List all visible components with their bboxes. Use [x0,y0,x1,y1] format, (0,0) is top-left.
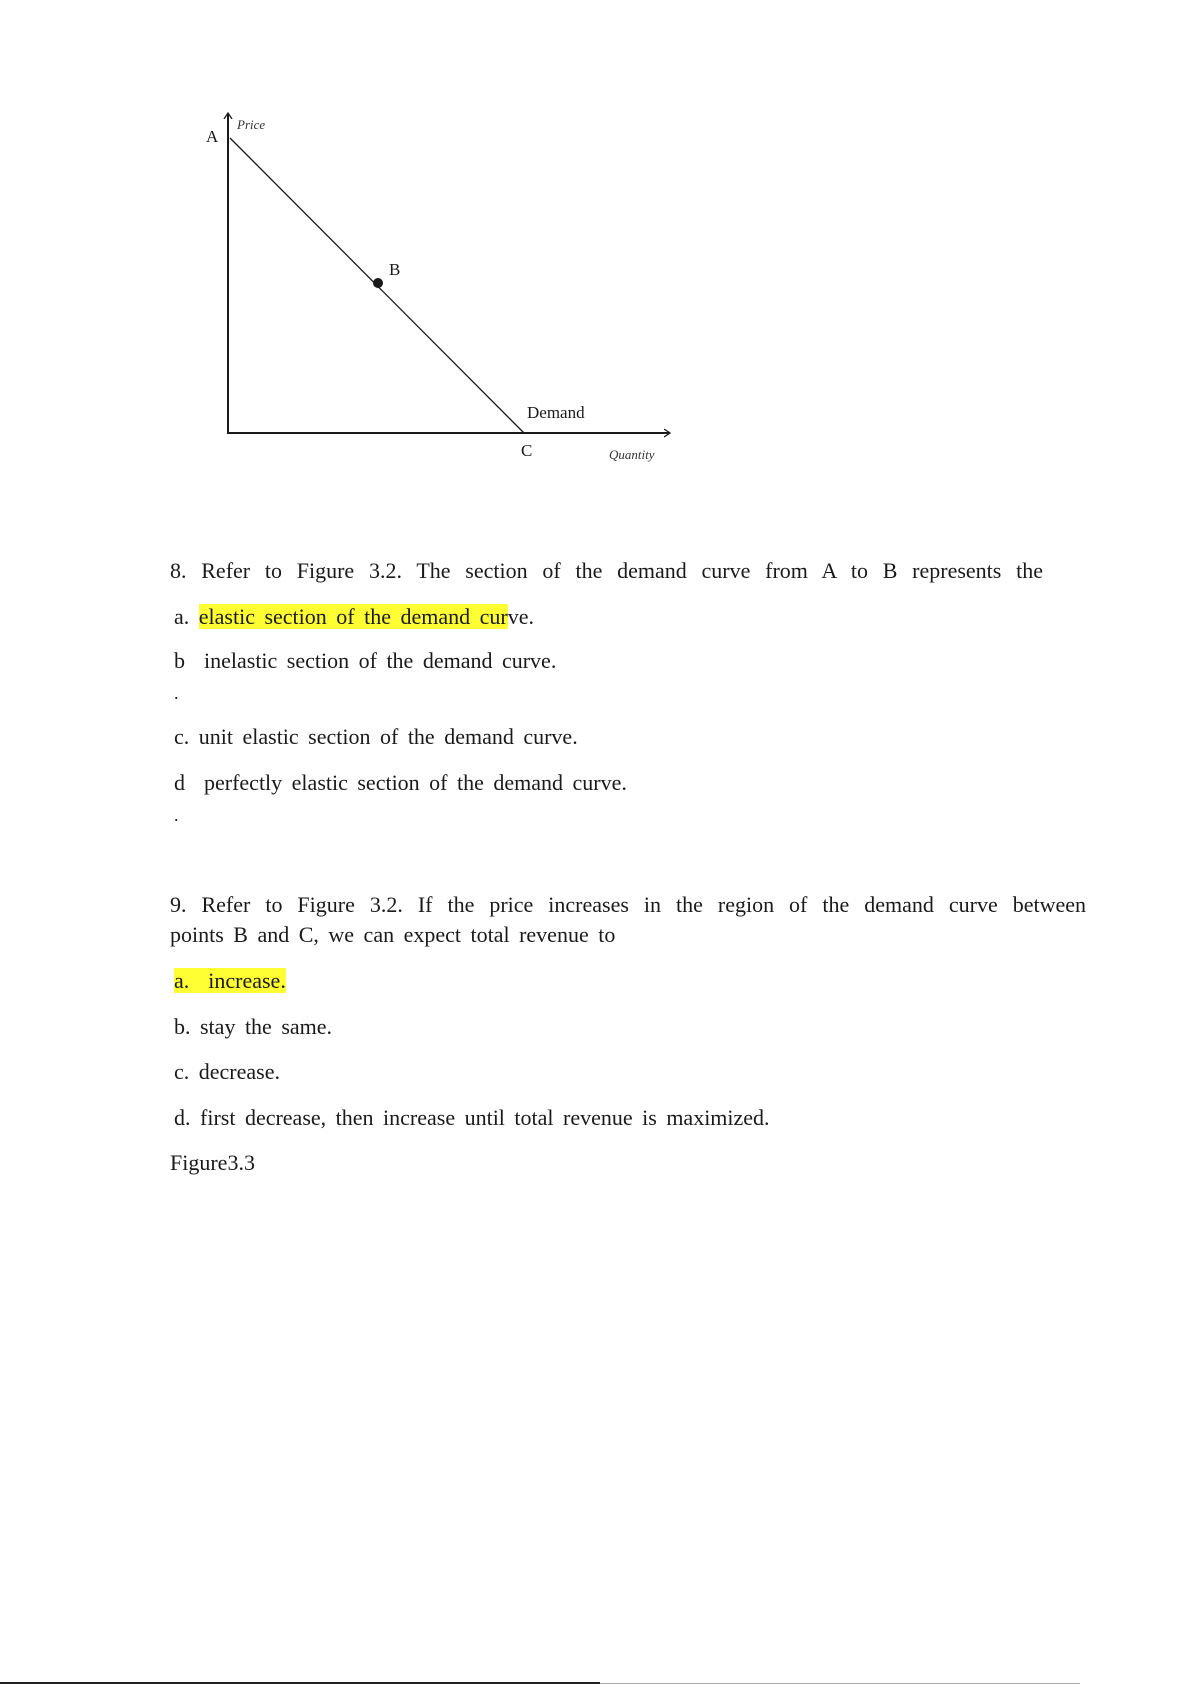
q9-option-a-highlight [174,968,286,993]
q8-option-c[interactable] [174,723,578,751]
demand-label: Demand [527,403,585,422]
q8-option-c-prefix: c. [174,724,190,749]
x-axis-label: Quantity [609,447,655,462]
point-b-label: B [389,260,401,279]
q9-option-a-text: increase. [208,968,286,993]
y-axis-label: Price [237,117,266,132]
q8-option-a[interactable] [174,603,534,631]
q8-stem: 8. Refer to Figure 3.2. The section of the demand curve from A to B represents the [170,558,1043,583]
demand-curve-figure [0,0,1191,480]
q9-option-a[interactable] [174,967,286,995]
q8-option-b-prefix: b [174,648,185,673]
q8-option-b[interactable] [174,647,556,675]
q9-stem-line1: 9. Refer to Figure 3.2. If the price increases in the region of the demand curve between [170,892,1086,917]
q9-stem-line2: points B and C, we can expect total revenue to [170,922,616,947]
q8-option-c-text: unit elastic section of the demand curve. [198,724,578,749]
point-a-label: A [206,127,219,146]
q8-option-a-prefix: a. [174,604,190,629]
q8-option-a-rest: ve. [507,604,534,629]
q8-option-b-text: inelastic section of the demand curve. [204,648,557,673]
q8-option-a-highlight: elastic section of the demand cur [198,604,508,629]
q9-option-b[interactable]: b. stay the same. [174,1014,333,1039]
q9-option-c[interactable]: c. decrease. [174,1059,280,1084]
q9-option-a-prefix: a. [174,968,190,993]
point-b-marker [373,278,383,288]
q8-option-d-prefix: d [174,770,185,795]
next-figure-heading: Figure3.3 [170,1150,255,1175]
q8-option-b-dot: . [174,683,179,703]
page-footer-rule [0,1682,600,1684]
q8-option-d[interactable] [174,769,627,797]
page-footer-rule-light [600,1683,1080,1684]
q8-option-d-dot: . [174,805,179,825]
point-c-label: C [521,441,533,460]
q9-option-d[interactable]: d. first decrease, then increase until total revenue is maximized. [174,1105,770,1130]
q8-option-d-text: perfectly elastic section of the demand curve. [204,770,627,795]
